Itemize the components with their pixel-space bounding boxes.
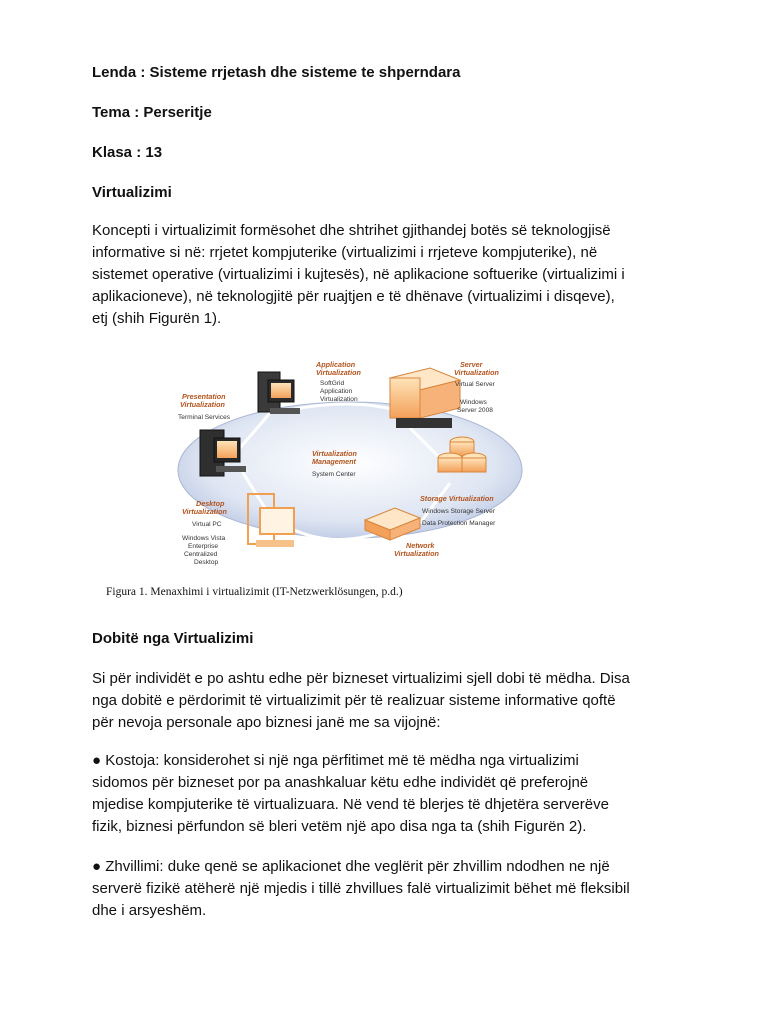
- benefits-intro-line: për nevoja personale apo biznesi janë me sa vijojnë:: [92, 714, 441, 731]
- figure-text: Windows Storage Server: [422, 508, 495, 515]
- figure-text: Windows: [460, 399, 487, 406]
- presentation-label: Virtualization: [180, 400, 225, 409]
- benefits-title: Dobitë nga Virtualizimi: [92, 630, 254, 647]
- figure-text: Windows Vista: [182, 535, 226, 542]
- subject-line: Lenda : Sisteme rrjetash dhe sisteme te shperndara: [92, 64, 461, 81]
- grade-line: Klasa : 13: [92, 144, 163, 161]
- figure-text: SoftGrid: [320, 380, 345, 387]
- storage-label: Storage Virtualization: [420, 494, 494, 503]
- cost-line: ● Kostoja: konsiderohet si një nga përfitimet më të mëdha nga virtualizimi: [92, 752, 579, 769]
- intro-line: etj (shih Figurën 1).: [92, 310, 222, 327]
- network-label: Virtualization: [394, 549, 439, 558]
- management-label: Management: [312, 457, 356, 466]
- desktop-label: Desktop: [196, 499, 225, 508]
- figure-text: Enterprise: [188, 543, 219, 550]
- cost-line: sidomos për bizneset por pa anashkaluar këtu edhe individët që preferojnë: [92, 774, 589, 791]
- intro-line: aplikacioneve), në teknologjitë për ruajtjen e të dhënave (virtualizimi i disqeve),: [92, 288, 615, 305]
- figure-text: Server 2008: [457, 407, 493, 414]
- topic-line: Tema : Perseritje: [92, 104, 212, 121]
- figure-text: Virtual Server: [455, 381, 495, 388]
- figure-text: Virtualization: [320, 396, 358, 403]
- figure-text: Desktop: [194, 559, 219, 566]
- dev-line: serverë fizikë atëherë një mjedis i tillë zhvillues falë virtualizimit bëhet më fleksibil: [92, 880, 630, 897]
- dev-line: ● Zhvillimi: duke qenë se aplikacionet dhe veglërit për zhvillim ndodhen ne një: [92, 858, 610, 875]
- section-title: Virtualizimi: [92, 184, 172, 201]
- intro-line: informative si në: rrjetet kompjuterike (virtualizimi i rrjeteve kompjuterike), në: [92, 244, 598, 261]
- desktop-label: Virtualization: [182, 507, 227, 516]
- server-label: Virtualization: [454, 368, 499, 377]
- cost-line: fizik, biznesi përfundon së bleri vetëm një apo disa nga ta (shih Figurën 2).: [92, 818, 587, 835]
- figure-text: Application: [320, 388, 353, 395]
- benefits-intro: [92, 668, 652, 734]
- intro-line: Koncepti i virtualizimit formësohet dhe shtrihet gjithandej botës së teknologjisë: [92, 222, 611, 239]
- server-icon: [390, 368, 460, 428]
- intro-line: sistemet operative (virtualizimi i kujtesës), në aplikacione softuerike (virtualizimi i: [92, 266, 625, 283]
- intro-paragraph: [92, 220, 652, 330]
- figure-text: Virtual PC: [192, 521, 222, 528]
- dev-line: dhe i arsyeshëm.: [92, 902, 207, 919]
- benefits-intro-line: Si për individët e po ashtu edhe për bizneset virtualizimi sjell dobi të mëdha. Disa: [92, 670, 630, 687]
- network-label: Network: [406, 541, 435, 550]
- application-label: Application: [316, 360, 356, 369]
- development-bullet: [92, 856, 652, 922]
- benefits-intro-line: nga dobitë e përdorimit të virtualizimit për të realizuar sisteme informative qoftë: [92, 692, 616, 709]
- figure-text: Centralized: [184, 551, 218, 558]
- cost-line: mjedise kompjuterike të virtualizuara. Në vend të blerjes të dhjetëra serverëve: [92, 796, 609, 813]
- server-label: Server: [460, 360, 483, 369]
- management-label: Virtualization: [312, 449, 357, 458]
- figure-caption: Figura 1. Menaxhimi i virtualizimit (IT-Netzwerklösungen, p.d.): [106, 586, 403, 598]
- presentation-label: Presentation: [182, 392, 226, 401]
- figure-text: Data Protection Manager: [422, 520, 496, 527]
- cost-bullet: [92, 750, 652, 838]
- application-label: Virtualization: [316, 368, 361, 377]
- figure-text: System Center: [312, 471, 356, 478]
- virtualization-figure: [170, 358, 530, 580]
- figure-text: Terminal Services: [178, 414, 231, 421]
